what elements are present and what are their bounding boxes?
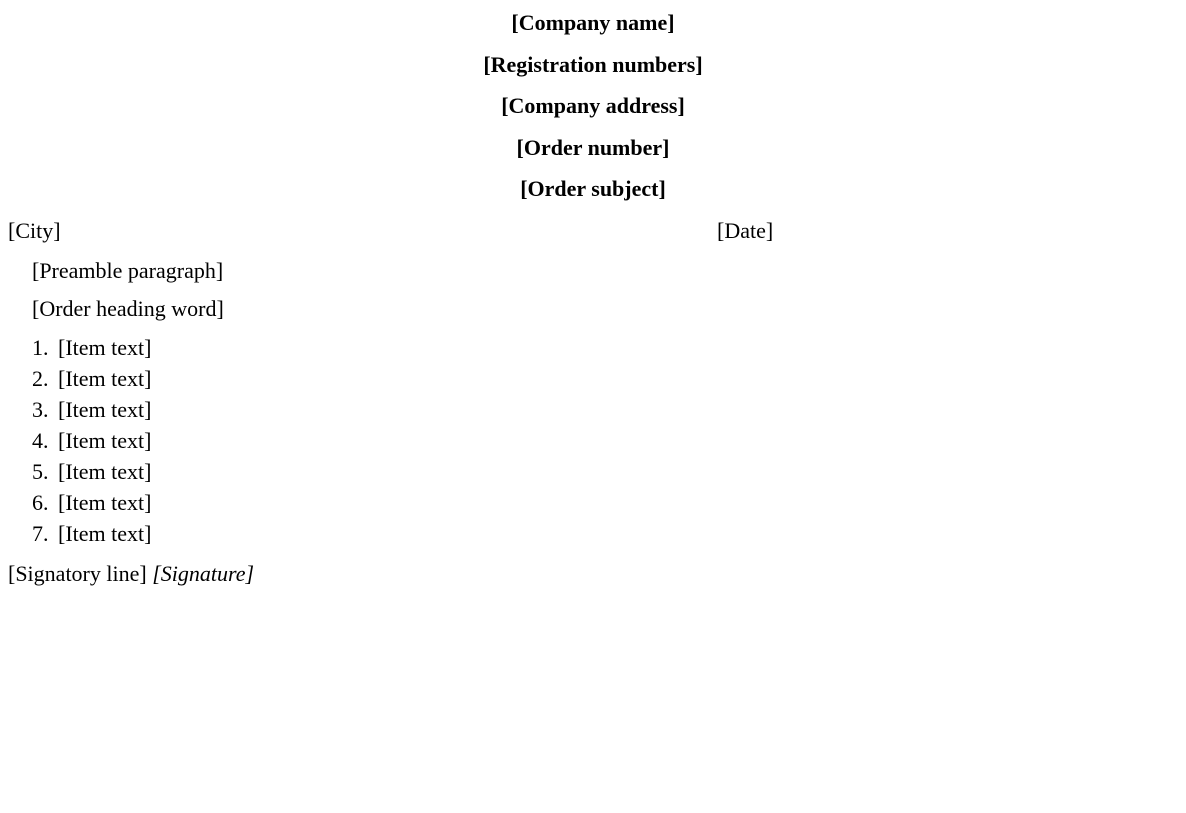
item-number: 7. [32,520,49,546]
order-item [8,489,1178,517]
item-text: [Item text] [58,334,152,360]
order-place: [City] [8,217,61,243]
order-item [8,520,1178,548]
order-date: [Date] [717,217,774,243]
place-date-line [8,217,1178,245]
item-number: 2. [32,365,49,391]
order-item [8,458,1178,486]
preamble-paragraph: [Preamble paragraph] [32,257,224,283]
order-item [8,365,1178,393]
order-item [8,334,1178,362]
order-subject: [Order subject] [520,176,666,201]
item-text: [Item text] [58,458,152,484]
signatory-text: [Signatory line] [8,560,147,586]
company-registration: [Registration numbers] [483,51,703,77]
order-item [8,427,1178,455]
order-number: [Order number] [516,134,670,160]
company-name: [Company name] [511,10,675,35]
company-address: [Company address] [501,93,685,118]
order-items-list [8,334,1178,548]
handwritten-signature: [Signature] [152,560,255,586]
item-text: [Item text] [58,520,152,546]
item-text: [Item text] [58,427,152,453]
item-text: [Item text] [58,365,152,391]
order-item [8,396,1178,424]
signature-line [8,560,1178,588]
order-heading-word: [Order heading word] [32,295,224,321]
item-number: 4. [32,427,49,453]
item-text: [Item text] [58,489,152,515]
item-number: 5. [32,458,49,484]
item-text: [Item text] [58,396,152,422]
item-number: 6. [32,489,49,515]
item-number: 1. [32,334,49,360]
item-number: 3. [32,396,49,422]
